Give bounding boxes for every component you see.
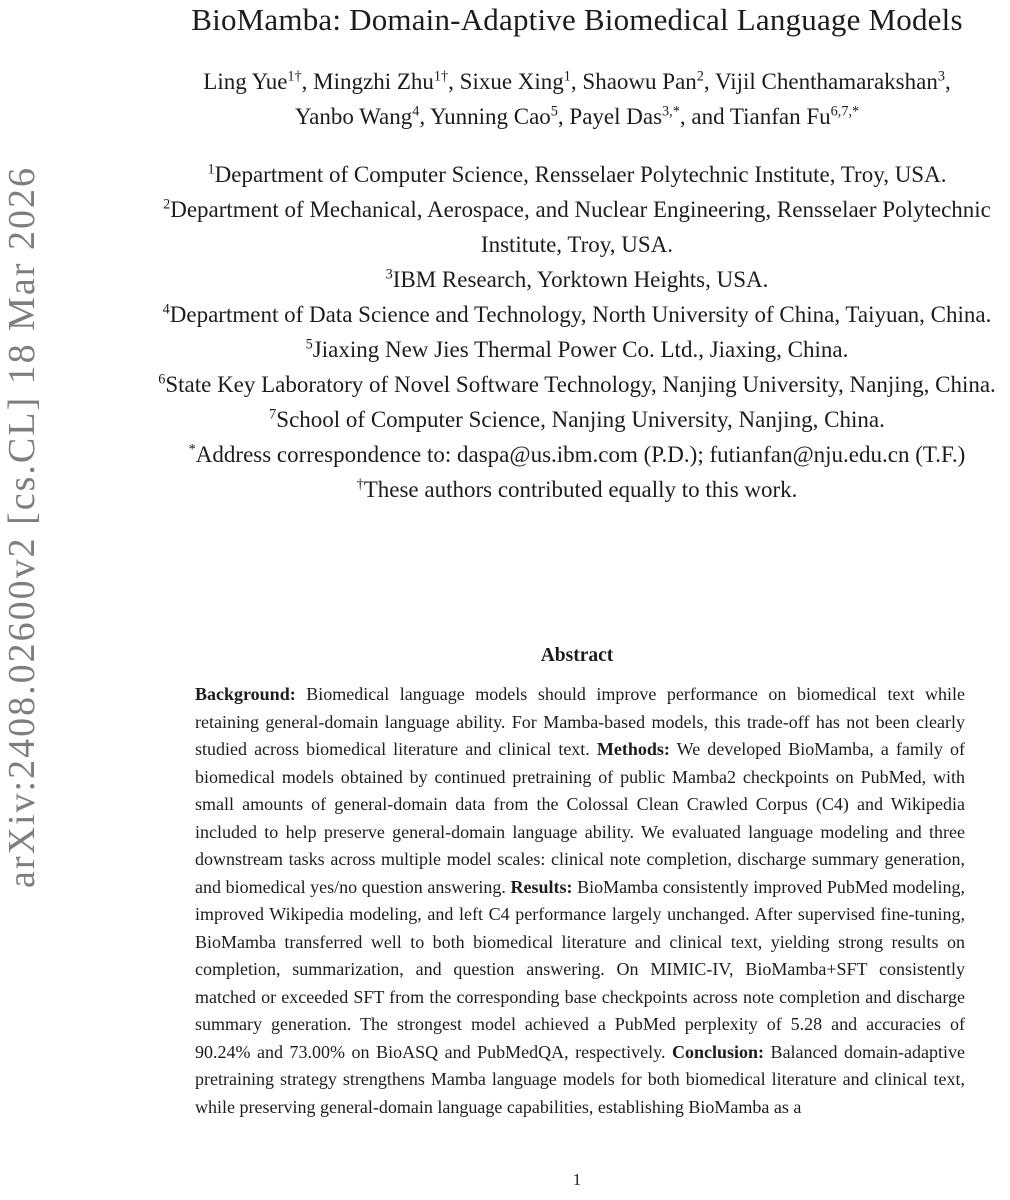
affiliation-text: Department of Data Science and Technology, North University of China, Taiyuan, China. — [169, 302, 992, 327]
affiliation-text: Jiaxing New Jies Thermal Power Co. Ltd., Jiaxing, China. — [312, 337, 849, 362]
affiliation-marker: 6 — [158, 371, 166, 388]
affiliation-line — [142, 297, 1010, 332]
author-line: Yanbo Wang$^4$, Yunning Cao$^5$, Payel Das$^{3,*}$, and Tianfan $Fu^{6,7,*}$ — [294, 103, 860, 129]
content-column — [142, 0, 1010, 1200]
correspondence-line — [142, 437, 1010, 472]
affiliation-marker: 4 — [162, 301, 170, 318]
arxiv-stamp: arXiv:2408.02600v2 [cs.CL] 18 Mar 2026 — [1, 166, 43, 888]
equal-contribution-line — [142, 472, 1010, 507]
affiliation-line — [142, 367, 1010, 402]
affiliation-text: Department of Computer Science, Rensselaer Polytechnic Institute, Troy, USA. — [214, 162, 947, 187]
affiliation-line — [142, 332, 1010, 367]
affiliations-block — [142, 157, 1010, 507]
affiliation-marker: 2 — [163, 196, 171, 213]
abstract-body: Background: Biomedical language models should improve performance on biomedical text while retaining general-domain language ability. For Mamba-based models, this trade-off has not been clearly studied across biomedical literature and clinical text. Methods: We developed BioMamba, a family of biomedical models obtained by continued pretraining of public Mamba2 checkpoints on PubMed, with small amounts of general-domain data from the Colossal Clean Crawled Corpus (C4) and Wikipedia included to help preserve general-domain language ability. We evaluated language modeling and three downstream tasks across multiple model scales: clinical note completion, discharge summary generation, and biomedical yes/no question answering. Results: BioMamba consistently improved PubMed modeling, improved Wikipedia modeling, and left C4 performance largely unchanged. After supervised fine-tuning, BioMamba transferred well to both biomedical literature and clinical text, yielding strong results on completion, summarization, and question answering. On MIMIC-IV, BioMamba+SFT consistently matched or exceeded SFT from the corresponding base checkpoints across note completion and discharge summary generation. The strongest model achieved a PubMed perplexity of 5.28 and accuracies of 90.24% and 73.00% on BioASQ and PubMedQA, respectively. Conclusion: Balanced domain-adaptive pretraining strategy strengthens Mamba language models for both biomedical literature and clinical text, while preserving general-domain language capabilities, establishing BioMamba as a — [195, 684, 966, 1117]
affiliation-line — [142, 192, 1010, 262]
affiliation-line — [142, 157, 1010, 192]
affiliation-text: State Key Laboratory of Novel Software Technology, Nanjing University, Nanjing, China. — [165, 372, 996, 397]
equal-contribution-text: These authors contributed equally to this work. — [363, 477, 798, 502]
affiliation-text: IBM Research, Yorktown Heights, USA. — [392, 267, 769, 292]
affiliation-marker: 1 — [207, 161, 215, 178]
affiliation-marker: 7 — [269, 406, 277, 423]
author-line: Ling Yue$^{1\dagger}$, Mingzhi Zhu$^{1\dagger}$, Sixue Xing$^1$, Shaowu Pan$^2$, Vijil Chenthamarakshan$^3$, — [203, 68, 951, 94]
abstract-heading: Abstract — [540, 645, 614, 666]
correspondence-marker: * — [188, 441, 196, 458]
affiliation-text: School of Computer Science, Nanjing University, Nanjing, China. — [276, 407, 885, 432]
authors-block — [142, 64, 1010, 134]
affiliation-marker: 3 — [385, 266, 393, 283]
affiliation-marker: 5 — [305, 336, 313, 353]
paper-title: BioMamba: Domain-Adaptive Biomedical Language Models — [191, 2, 963, 37]
equal-contribution-marker: † — [356, 476, 364, 493]
page-number: 1 — [572, 1170, 582, 1189]
affiliation-text: Department of Mechanical, Aerospace, and Nuclear Engineering, Rensselaer Polytechnic Institute, Troy, USA. — [170, 197, 991, 257]
correspondence-text: Address correspondence to: daspa@us.ibm.com (P.D.); futianfan@nju.edu.cn (T.F.) — [195, 442, 966, 467]
affiliation-line — [142, 402, 1010, 437]
affiliation-line — [142, 262, 1010, 297]
